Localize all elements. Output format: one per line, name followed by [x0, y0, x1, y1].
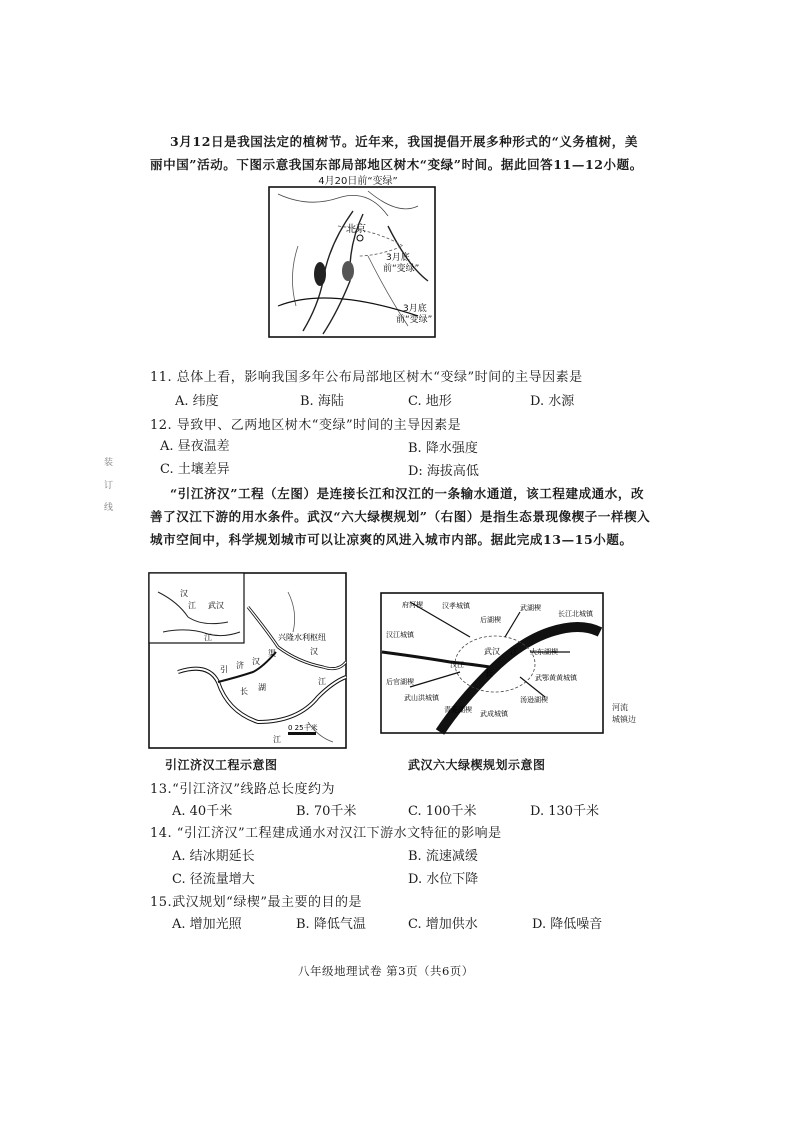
intro-paragraph-line1: 3月12日是我国法定的植树节。近年来，我国提倡开展多种形式的“义务植树，美: [170, 134, 638, 149]
question-13-stem: 13.“引江济汉”线路总长度约为: [150, 782, 335, 797]
jiang-label: 江: [510, 647, 518, 656]
margin-mark-2: 订: [104, 481, 114, 491]
question-11-option-b[interactable]: B. 海陆: [300, 394, 344, 409]
question-15-option-d[interactable]: D. 降低噪音: [532, 917, 603, 932]
question-14-option-c[interactable]: C. 径流量增大: [172, 872, 255, 887]
question-14-option-a[interactable]: A. 结冰期延长: [172, 849, 255, 864]
scale-label: 0 25千米: [288, 724, 318, 732]
page-footer: 八年级地理试卷 第3页（共6页）: [298, 964, 474, 978]
question-13-option-b[interactable]: B. 70千米: [296, 804, 357, 819]
wucheng-label: 武成城镇: [480, 710, 508, 718]
question-14-option-b[interactable]: B. 流速减缓: [408, 849, 478, 864]
inset-wuhan: 武汉: [208, 601, 224, 610]
greening-map-title: 4月20日前“变绿”: [318, 176, 398, 187]
question-12-stem: 12. 导致甲、乙两地区树木“变绿”时间的主导因素是: [150, 418, 462, 433]
hou-label: 后湖楔: [480, 616, 501, 624]
intro2-line2: 善了汉江下游的用水条件。武汉“六大绿楔规划”（右图）是指生态景现像楔子一样楔入: [150, 509, 651, 524]
march-end-label-2b: 前“变绿”: [396, 315, 433, 325]
march-end-label-2: 3月底: [403, 304, 427, 314]
hanjiang-town-label: 汉江城镇: [386, 631, 414, 639]
wuhan-green-wedges-map: [380, 592, 610, 737]
question-11-option-d[interactable]: D. 水源: [530, 394, 575, 409]
wuhan-green-wedges-caption: 武汉六大绿楔规划示意图: [408, 758, 546, 772]
question-12-option-b[interactable]: B. 降水强度: [408, 441, 478, 456]
hanxiao-label: 汉孝城镇: [442, 602, 470, 610]
question-13-option-d[interactable]: D. 130千米: [530, 804, 600, 819]
yin-label: 引: [220, 665, 228, 674]
han-label: 汉: [310, 647, 318, 656]
question-11-stem: 11. 总体上看，影响我国多年公布局部地区树木“变绿”时间的主导因素是: [150, 370, 583, 385]
inset-han: 汉: [180, 589, 188, 598]
yinjiang-jihan-caption: 引江济汉工程示意图: [165, 758, 278, 772]
question-15-option-a[interactable]: A. 增加光照: [172, 917, 242, 932]
question-14-option-d[interactable]: D. 水位下降: [408, 872, 479, 887]
question-12-option-c[interactable]: C. 土壤差异: [160, 462, 230, 477]
jiang3-label: 江: [273, 735, 281, 744]
dam-label: 兴隆水利枢纽: [278, 633, 326, 642]
question-14-stem: 14. “引江济汉”工程建成通水对汉江下游水文特征的影响是: [150, 826, 502, 841]
march-end-label-1b: 前“变绿”: [383, 264, 420, 274]
margin-mark-1: 装: [104, 458, 114, 468]
inset-jiang2: 江: [204, 633, 212, 642]
fuhe-label: 府河楔: [402, 601, 423, 609]
margin-mark-3: 线: [104, 503, 114, 513]
ji-label: 济: [236, 661, 244, 670]
intro-paragraph-line2: 丽中国”活动。下图示意我国东部局部地区树木“变绿”时间。据此回答11—12小题。: [150, 157, 643, 172]
tangsun-label: 汤逊湖楔: [520, 696, 548, 704]
greening-map-figure: [268, 186, 438, 341]
qu-label: 渠: [268, 649, 276, 658]
question-15-option-c[interactable]: C. 增加供水: [408, 917, 478, 932]
wushanhong-label: 武山洪城镇: [404, 694, 439, 702]
legend-river: 河流: [612, 703, 628, 712]
march-end-label-1: 3月底: [386, 253, 410, 263]
question-11-option-a[interactable]: A. 纬度: [175, 394, 219, 409]
yinjiang-jihan-map: [148, 572, 348, 752]
question-12-option-d[interactable]: D: 海拔高低: [408, 464, 479, 479]
chang-label: 长: [240, 687, 248, 696]
wuhan-label: 武汉: [484, 647, 500, 656]
houguan-label: 后官湖楔: [386, 678, 414, 686]
intro2-line3: 城市空间中，科学规划城市可以让凉爽的风进入城市内部。据此完成13—15小题。: [150, 532, 633, 547]
intro2-line1: “引江济汉”工程（左图）是连接长江和汉江的一条输水通道，该工程建成通水，改: [170, 486, 645, 501]
question-15-stem: 15.武汉规划“绿楔”最主要的目的是: [150, 895, 362, 910]
wuhu-label: 武湖楔: [520, 604, 541, 612]
question-11-option-c[interactable]: C. 地形: [408, 394, 452, 409]
greening-map: [268, 172, 448, 352]
legend-boundary: 城镇边: [612, 715, 636, 724]
question-12-option-a[interactable]: A. 昼夜温差: [160, 439, 230, 454]
question-13-option-a[interactable]: A. 40千米: [172, 804, 233, 819]
dadong-label: 大东湖楔: [530, 648, 558, 656]
beijing-label: 北京: [346, 224, 366, 235]
inset-jiang: 江: [188, 601, 196, 610]
wuhuang-label: 武鄂黄黄城镇: [535, 674, 577, 682]
hanjiang-river-label: 汉江: [450, 661, 464, 669]
yinjiang-jihan-figure: [148, 572, 348, 750]
chang-label: 长: [485, 669, 493, 678]
wuhan-green-wedges-figure: [380, 592, 606, 735]
han2-label: 汉: [252, 657, 260, 666]
changjiangbei-label: 长江北城镇: [558, 610, 593, 618]
question-15-option-b[interactable]: B. 降低气温: [296, 917, 366, 932]
qingling-label: 青菱湖楔: [444, 706, 472, 714]
jiang-label: 江: [318, 677, 326, 686]
question-13-option-c[interactable]: C. 100千米: [408, 804, 477, 819]
hu-label: 湖: [258, 683, 266, 692]
